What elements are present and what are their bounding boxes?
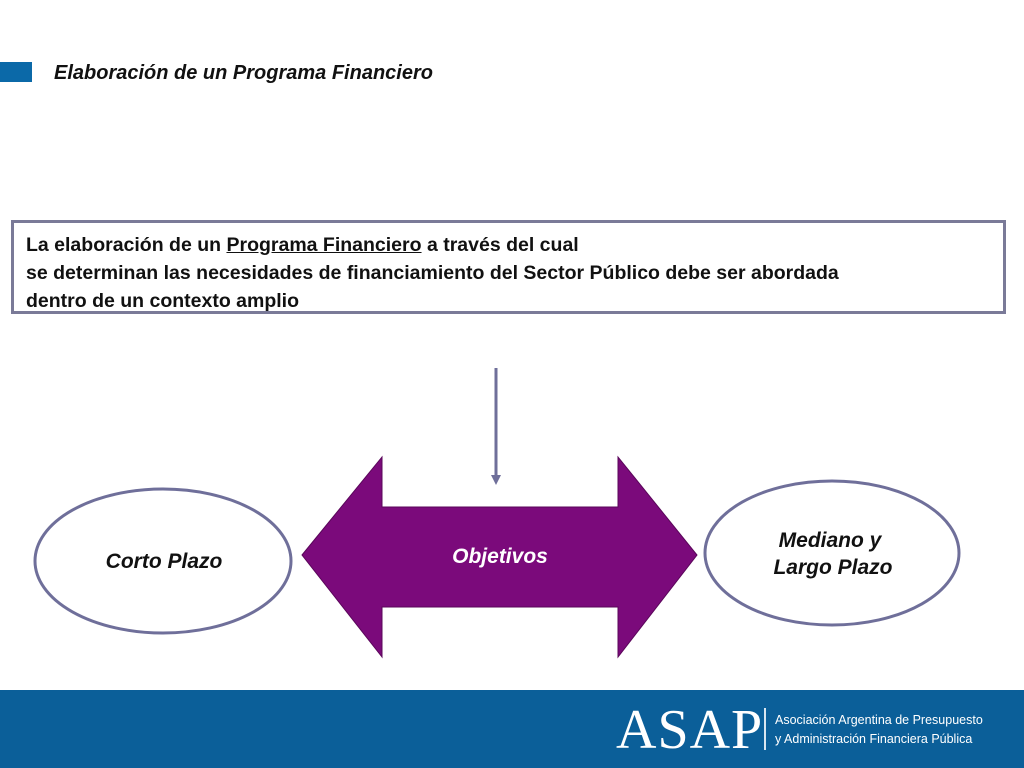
medium-long-term-ellipse — [705, 481, 959, 625]
asap-logo: ASAP — [616, 699, 764, 761]
long-term-label: Largo Plazo — [773, 556, 893, 579]
intro-line-3: dentro de un contexto amplio — [26, 290, 300, 312]
intro-line-1-start: La elaboración de un — [26, 234, 227, 256]
logo-separator — [764, 708, 766, 750]
intro-underlined-term: Programa Financiero — [226, 234, 422, 256]
objectives-label: Objetivos — [452, 545, 548, 568]
medium-term-label: Mediano y — [778, 529, 882, 552]
short-term-label: Corto Plazo — [105, 550, 223, 573]
organization-name-line-1: Asociación Argentina de Presupuesto — [775, 713, 983, 727]
organization-name-line-2: y Administración Financiera Pública — [775, 732, 973, 746]
intro-line-1-end: a través del cual — [421, 234, 579, 256]
intro-line-2: se determinan las necesidades de financiamiento del Sector Público debe ser abordada — [26, 262, 839, 284]
slide-title: Elaboración de un Programa Financiero — [54, 62, 433, 84]
organization-name — [775, 711, 983, 749]
